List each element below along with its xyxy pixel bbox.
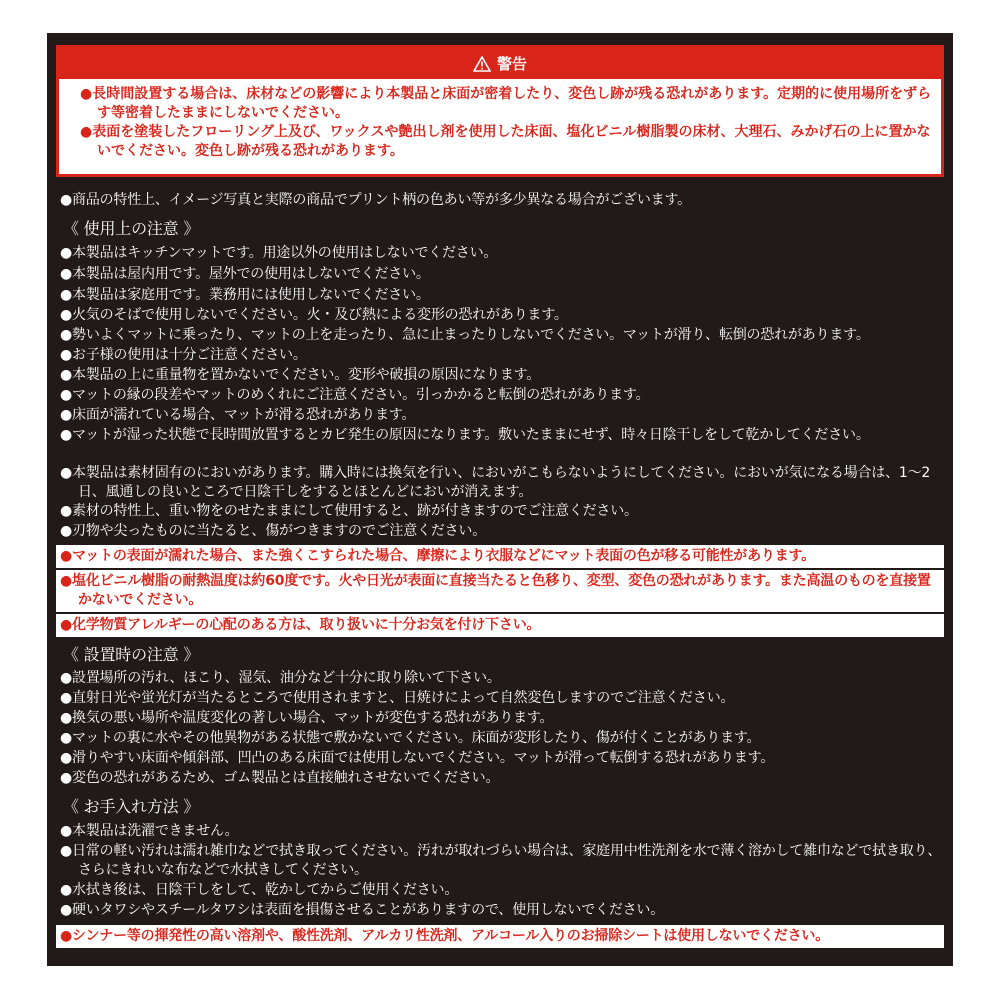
install-item: ●直射日光や蛍光灯が当たるところで使用されますと、日焼けによって自然変色しますのでご注意ください。 xyxy=(60,690,735,706)
install-item: ●変色の恐れがあるため、ゴム製品とは直接触れさせないでください。 xyxy=(60,770,500,786)
usage-item: ●勢いよくマットに乗ったり、マットの上を走ったり、急に止まったりしないでください。マットが滑り、転倒の恐れがあります。 xyxy=(60,327,870,343)
caution-panel xyxy=(47,33,953,966)
usage-item: ●本製品は家庭用です。業務用には使用しないでください。 xyxy=(60,287,430,303)
install-item: ●滑りやすい床面や傾斜部、凹凸のある床面では使用しないでください。マットが滑って転倒する恐れがあります。 xyxy=(60,750,775,766)
install-item: ●換気の悪い場所や温度変化の著しい場合、マットが変色する恐れがあります。 xyxy=(60,710,554,726)
warning-item: ●表面を塗装したフローリング上及び、ワックスや艶出し剤を使用した床面、塩化ビニル樹脂製の床材、大理石、みかげ石の上に置かないでください。変色し跡が残る恐れがあります。 xyxy=(80,124,931,159)
install-item: ●マットの裏に水やその他異物がある状態で敷かないでください。床面が変形したり、傷が付くことがあります。 xyxy=(60,730,761,746)
warning-title: 警告 xyxy=(496,55,527,73)
install-heading: 《 設置時の注意 》 xyxy=(63,645,200,664)
usage-item: ●刃物や尖ったものに当たると、傷がつきますのでご注意ください。 xyxy=(60,523,487,539)
intro-note: ●商品の特性上、イメージ写真と実際の商品でプリント柄の色あい等が多少異なる場合がございます。 xyxy=(60,192,691,208)
care-heading: 《 お手入れ方法 》 xyxy=(63,797,200,816)
warning-header xyxy=(59,48,941,79)
usage-heading: 《 使用上の注意 》 xyxy=(63,219,200,238)
usage-item: ●床面が濡れている場合、マットが滑る恐れがあります。 xyxy=(60,407,416,423)
usage-highlight: ●化学物質アレルギーの心配のある方は、取り扱いに十分お気を付け下さい。 xyxy=(56,614,944,637)
usage-item: ●本製品は素材固有のにおいがあります。購入時には換気を行い、においがこもらないようにしてください。においが気になる場合は、1〜2日、風通しの良いところで日陰干しをするとほとんどにおいが消えます。 xyxy=(60,465,931,500)
care-item: ●本製品は洗濯できません。 xyxy=(60,823,239,839)
usage-item: ●マットが湿った状態で長時間放置するとカビ発生の原因になります。敷いたままにせず、時々日陰干しをして乾かしてください。 xyxy=(60,427,870,443)
care-item: ●水拭き後は、日陰干しをして、乾かしてからご使用ください。 xyxy=(60,882,459,898)
warning-box xyxy=(56,45,944,177)
usage-highlight: ●塩化ビニル樹脂の耐熱温度は約60度です。火や日光が表面に直接当たると色移り、変型、変色の恐れがあります。また高温のものを直接置かないでください。 xyxy=(56,570,944,612)
usage-item: ●本製品の上に重量物を置かないでください。変形や破損の原因になります。 xyxy=(60,367,541,383)
install-item: ●設置場所の汚れ、ほこり、湿気、油分など十分に取り除いて下さい。 xyxy=(60,670,501,686)
usage-item: ●お子様の使用は十分ご注意ください。 xyxy=(60,347,307,363)
usage-item: ●素材の特性上、重い物をのせたままにして使用すると、跡が付きますのでご注意ください。 xyxy=(60,503,638,519)
usage-item: ●本製品はキッチンマットです。用途以外の使用はしないでください。 xyxy=(60,245,498,261)
warning-triangle-icon xyxy=(473,56,491,72)
usage-item: ●火気のそばで使用しないでください。火・及び熱による変形の恐れがあります。 xyxy=(60,307,568,323)
care-item: ●硬いタワシやスチールタワシは表面を損傷させることがありますので、使用しないでください。 xyxy=(60,902,665,918)
warning-item: ●長時間設置する場合は、床材などの影響により本製品と床面が密着したり、変色し跡が残る恐れがあります。定期的に使用場所をずらす等密着したままにしないでください。 xyxy=(80,86,932,121)
care-highlight: ●シンナー等の揮発性の高い溶剤や、酸性洗剤、アルカリ性洗剤、アルコール入りのお掃除シートは使用しないでください。 xyxy=(56,925,944,948)
usage-highlight: ●マットの表面が濡れた場合、また強くこすられた場合、摩擦により衣服などにマット表面の色が移る可能性があります。 xyxy=(56,545,944,568)
care-item: ●日常の軽い汚れは濡れ雑巾などで拭き取ってください。汚れが取れづらい場合は、家庭用中性洗剤を水で薄く溶かして雑巾などで拭き取り、さらにきれいな布などで水拭きしてください。 xyxy=(60,843,942,878)
usage-item: ●本製品は屋内用です。屋外での使用はしないでください。 xyxy=(60,266,430,282)
usage-item: ●マットの縁の段差やマットのめくれにご注意ください。引っかかると転倒の恐れがあります。 xyxy=(60,387,650,403)
